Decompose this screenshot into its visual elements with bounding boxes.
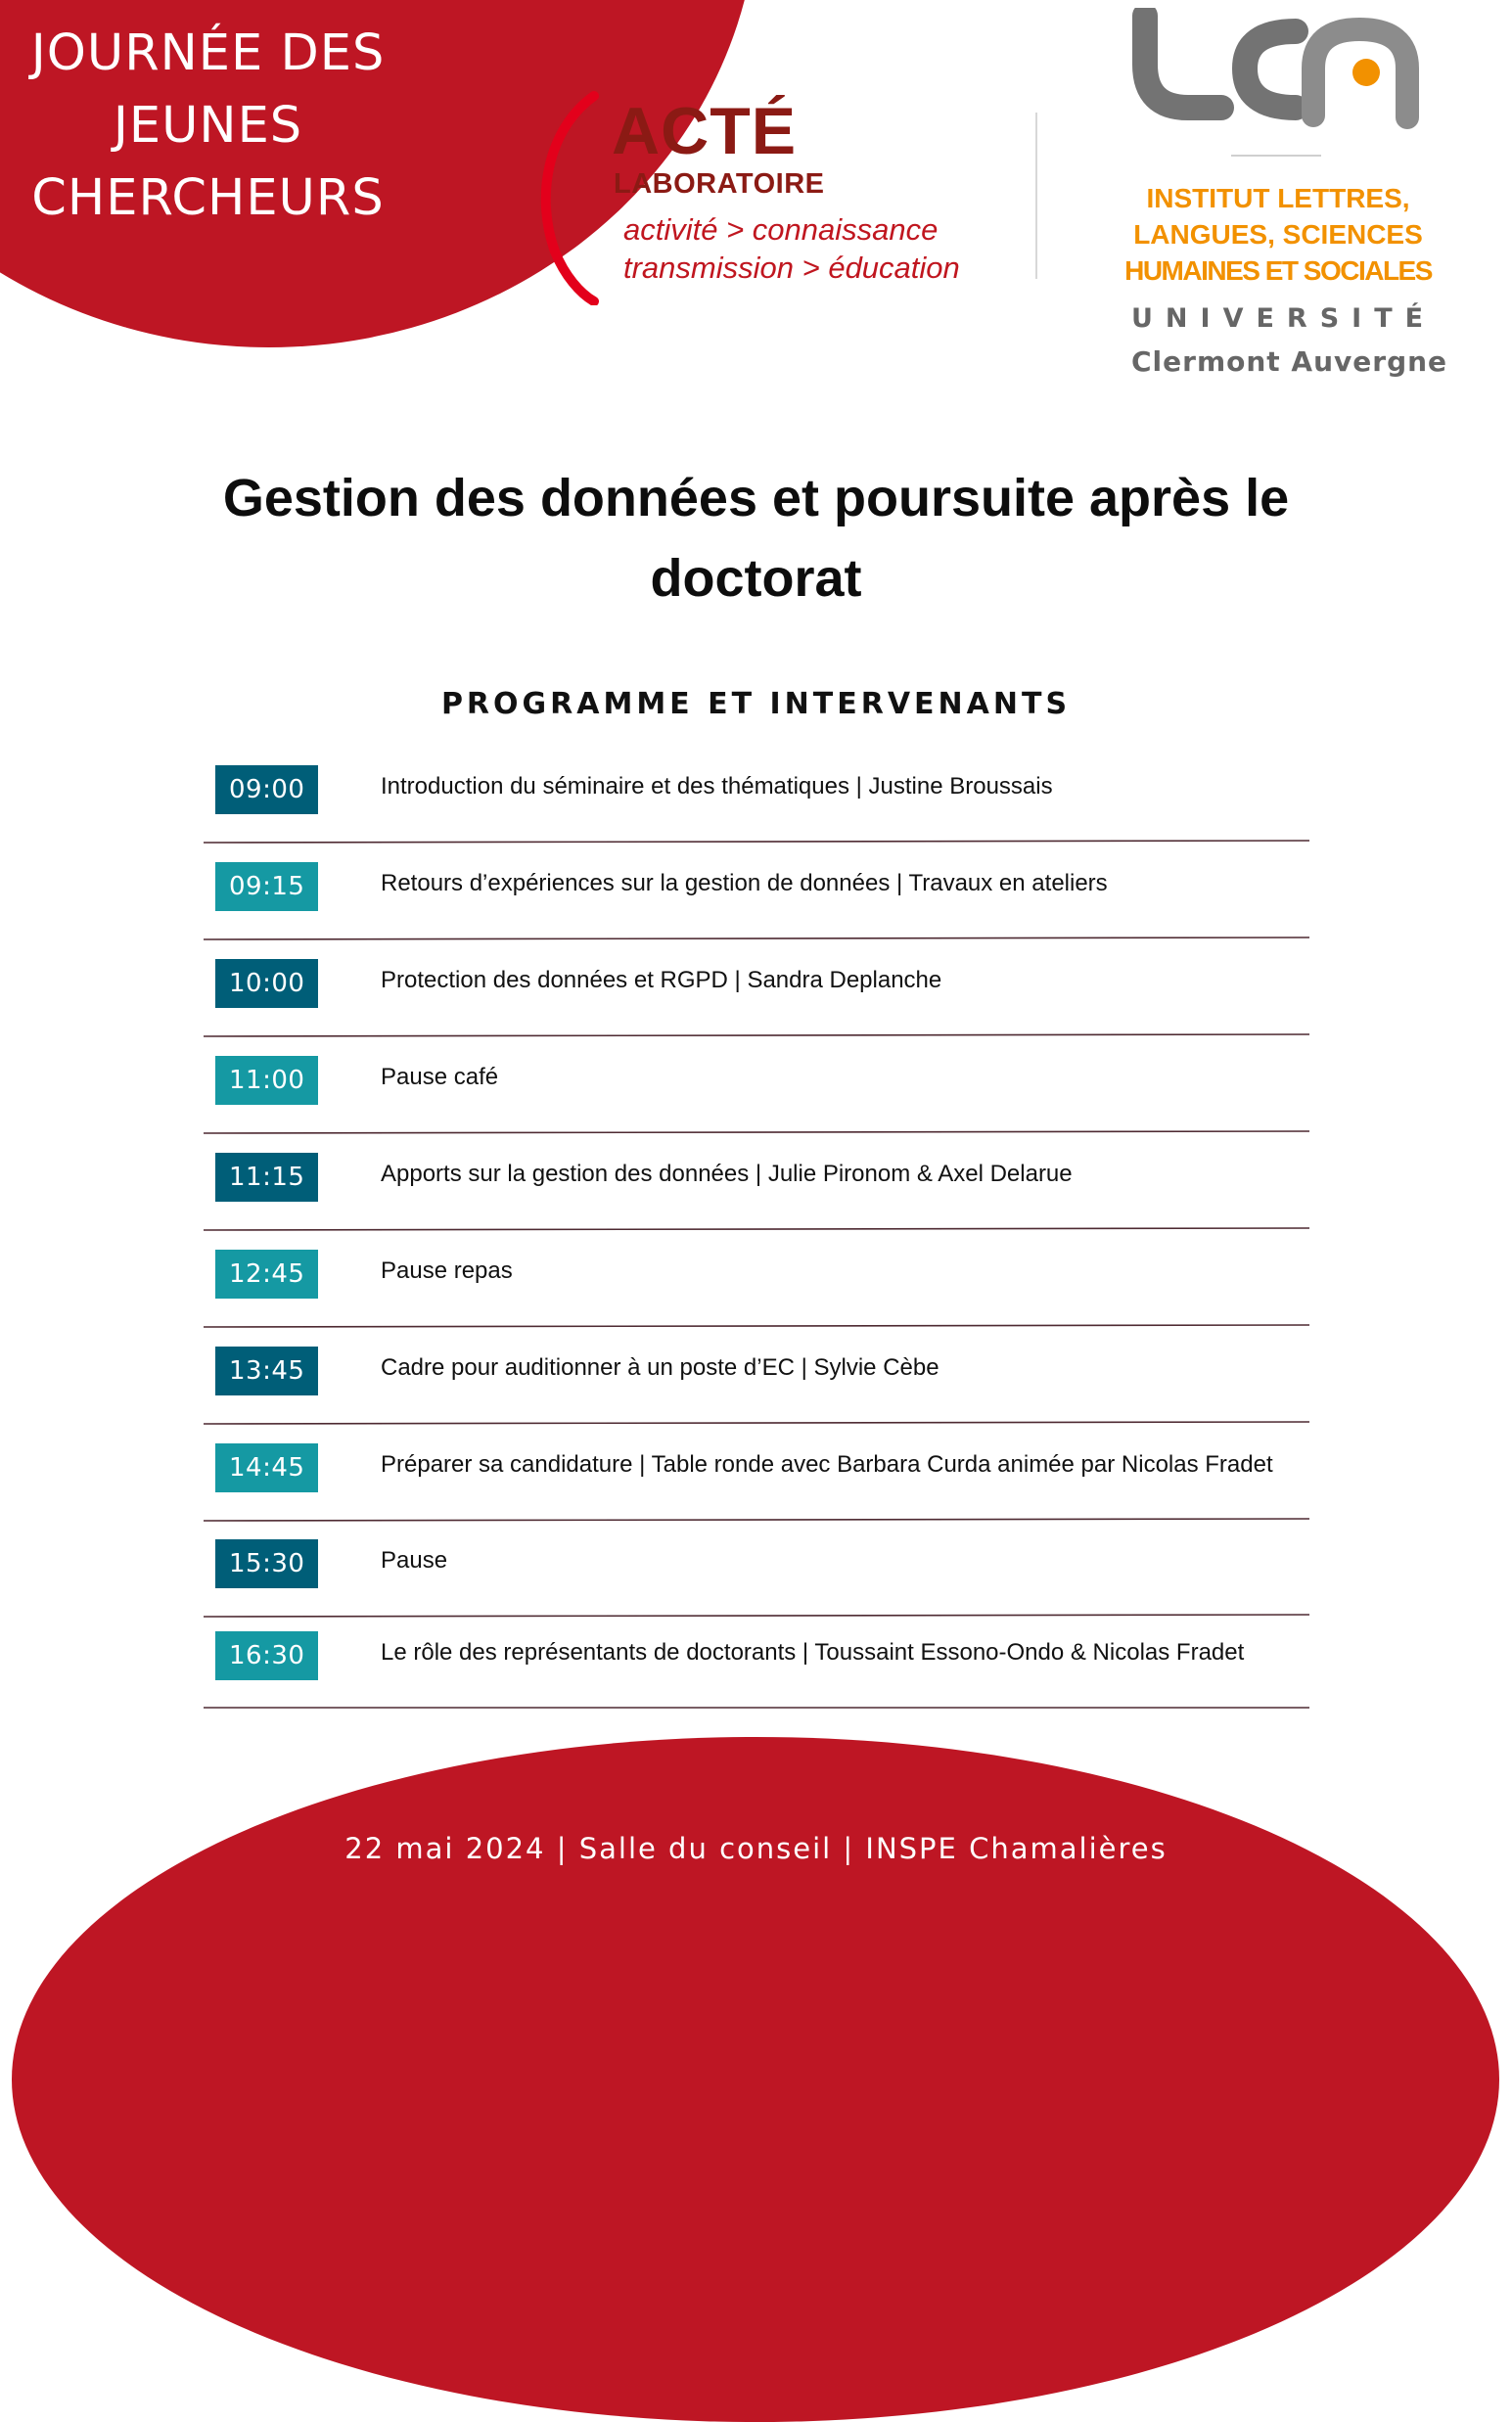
schedule-row	[204, 943, 1309, 1037]
session-text: Protection des données et RGPD | Sandra Deplanche	[381, 967, 942, 993]
uca-logo	[1123, 8, 1446, 380]
acte-tagline: activité > connaissance	[623, 212, 939, 247]
programme-heading: PROGRAMME ET INTERVENANTS	[440, 687, 1072, 721]
uca-institute-name	[1123, 180, 1433, 289]
schedule-row	[204, 1524, 1309, 1618]
row-divider	[204, 1421, 1309, 1425]
session-text: Apports sur la gestion des données | Julie Pironom & Axel Delarue	[381, 1161, 1073, 1187]
session-text: Le rôle des représentants de doctorants | Toussaint Essono-Ondo & Nicolas Fradet	[381, 1639, 1245, 1666]
acte-bracket-icon	[533, 90, 602, 305]
uca-rule	[1231, 155, 1321, 157]
schedule-row	[204, 1137, 1309, 1231]
logo-divider	[1035, 113, 1037, 279]
row-divider	[204, 937, 1309, 940]
row-divider	[204, 840, 1309, 844]
acte-tagline: transmission > éducation	[623, 251, 960, 285]
uca-mark-icon	[1131, 8, 1425, 130]
schedule-row	[204, 1331, 1309, 1425]
row-divider	[204, 1227, 1309, 1231]
time-badge: 09:15	[215, 862, 318, 911]
time-badge: 14:45	[215, 1443, 318, 1492]
schedule-row	[204, 1040, 1309, 1134]
schedule-row	[204, 846, 1309, 940]
schedule-row	[204, 1234, 1309, 1328]
uca-institute-line: INSTITUT LETTRES,	[1146, 183, 1410, 213]
session-text: Introduction du séminaire et des thématiques | Justine Broussais	[381, 773, 1053, 800]
time-badge: 11:15	[215, 1153, 318, 1202]
time-badge: 15:30	[215, 1539, 318, 1588]
acte-title: ACTÉ	[612, 94, 798, 168]
uca-university-label: UNIVERSITÉ	[1131, 303, 1437, 334]
badge-line: JEUNES	[113, 97, 303, 155]
time-badge: 09:00	[215, 765, 318, 814]
schedule-row	[204, 750, 1309, 844]
session-text: Retours d’expériences sur la gestion de données | Travaux en ateliers	[381, 870, 1108, 896]
event-badge-text	[0, 18, 416, 235]
page-title-line: Gestion des données et poursuite après le	[222, 469, 1290, 527]
session-text: Préparer sa candidature | Table ronde avec Barbara Curda animée par Nicolas Fradet	[381, 1451, 1273, 1478]
page-title	[147, 458, 1365, 618]
row-divider	[204, 1324, 1309, 1328]
session-text: Pause	[381, 1547, 448, 1574]
time-badge: 12:45	[215, 1250, 318, 1299]
page-title-line: doctorat	[650, 549, 862, 608]
schedule-row	[204, 1616, 1309, 1710]
acte-laboratoire-logo	[533, 90, 984, 305]
row-divider	[204, 1033, 1309, 1037]
row-divider	[204, 1518, 1309, 1522]
footer-info: 22 mai 2024 | Salle du conseil | INSPE Chamalières	[344, 1832, 1168, 1865]
time-badge: 13:45	[215, 1347, 318, 1395]
time-badge: 10:00	[215, 959, 318, 1008]
acte-subtitle: LABORATOIRE	[614, 168, 825, 200]
uca-institute-line: LANGUES, SCIENCES	[1133, 219, 1423, 250]
row-divider	[204, 1130, 1309, 1134]
uca-city-label: Clermont Auvergne	[1131, 345, 1448, 378]
uca-institute-line: HUMAINES ET SOCIALES	[1124, 255, 1432, 286]
time-badge: 16:30	[215, 1631, 318, 1680]
row-divider	[204, 1706, 1309, 1710]
badge-line: CHERCHEURS	[31, 169, 385, 227]
session-text: Cadre pour auditionner à un poste d’EC | Sylvie Cèbe	[381, 1354, 939, 1381]
badge-line: JOURNÉE DES	[30, 24, 386, 82]
time-badge: 11:00	[215, 1056, 318, 1105]
schedule-row	[204, 1428, 1309, 1522]
session-text: Pause repas	[381, 1257, 513, 1284]
session-text: Pause café	[381, 1064, 499, 1090]
